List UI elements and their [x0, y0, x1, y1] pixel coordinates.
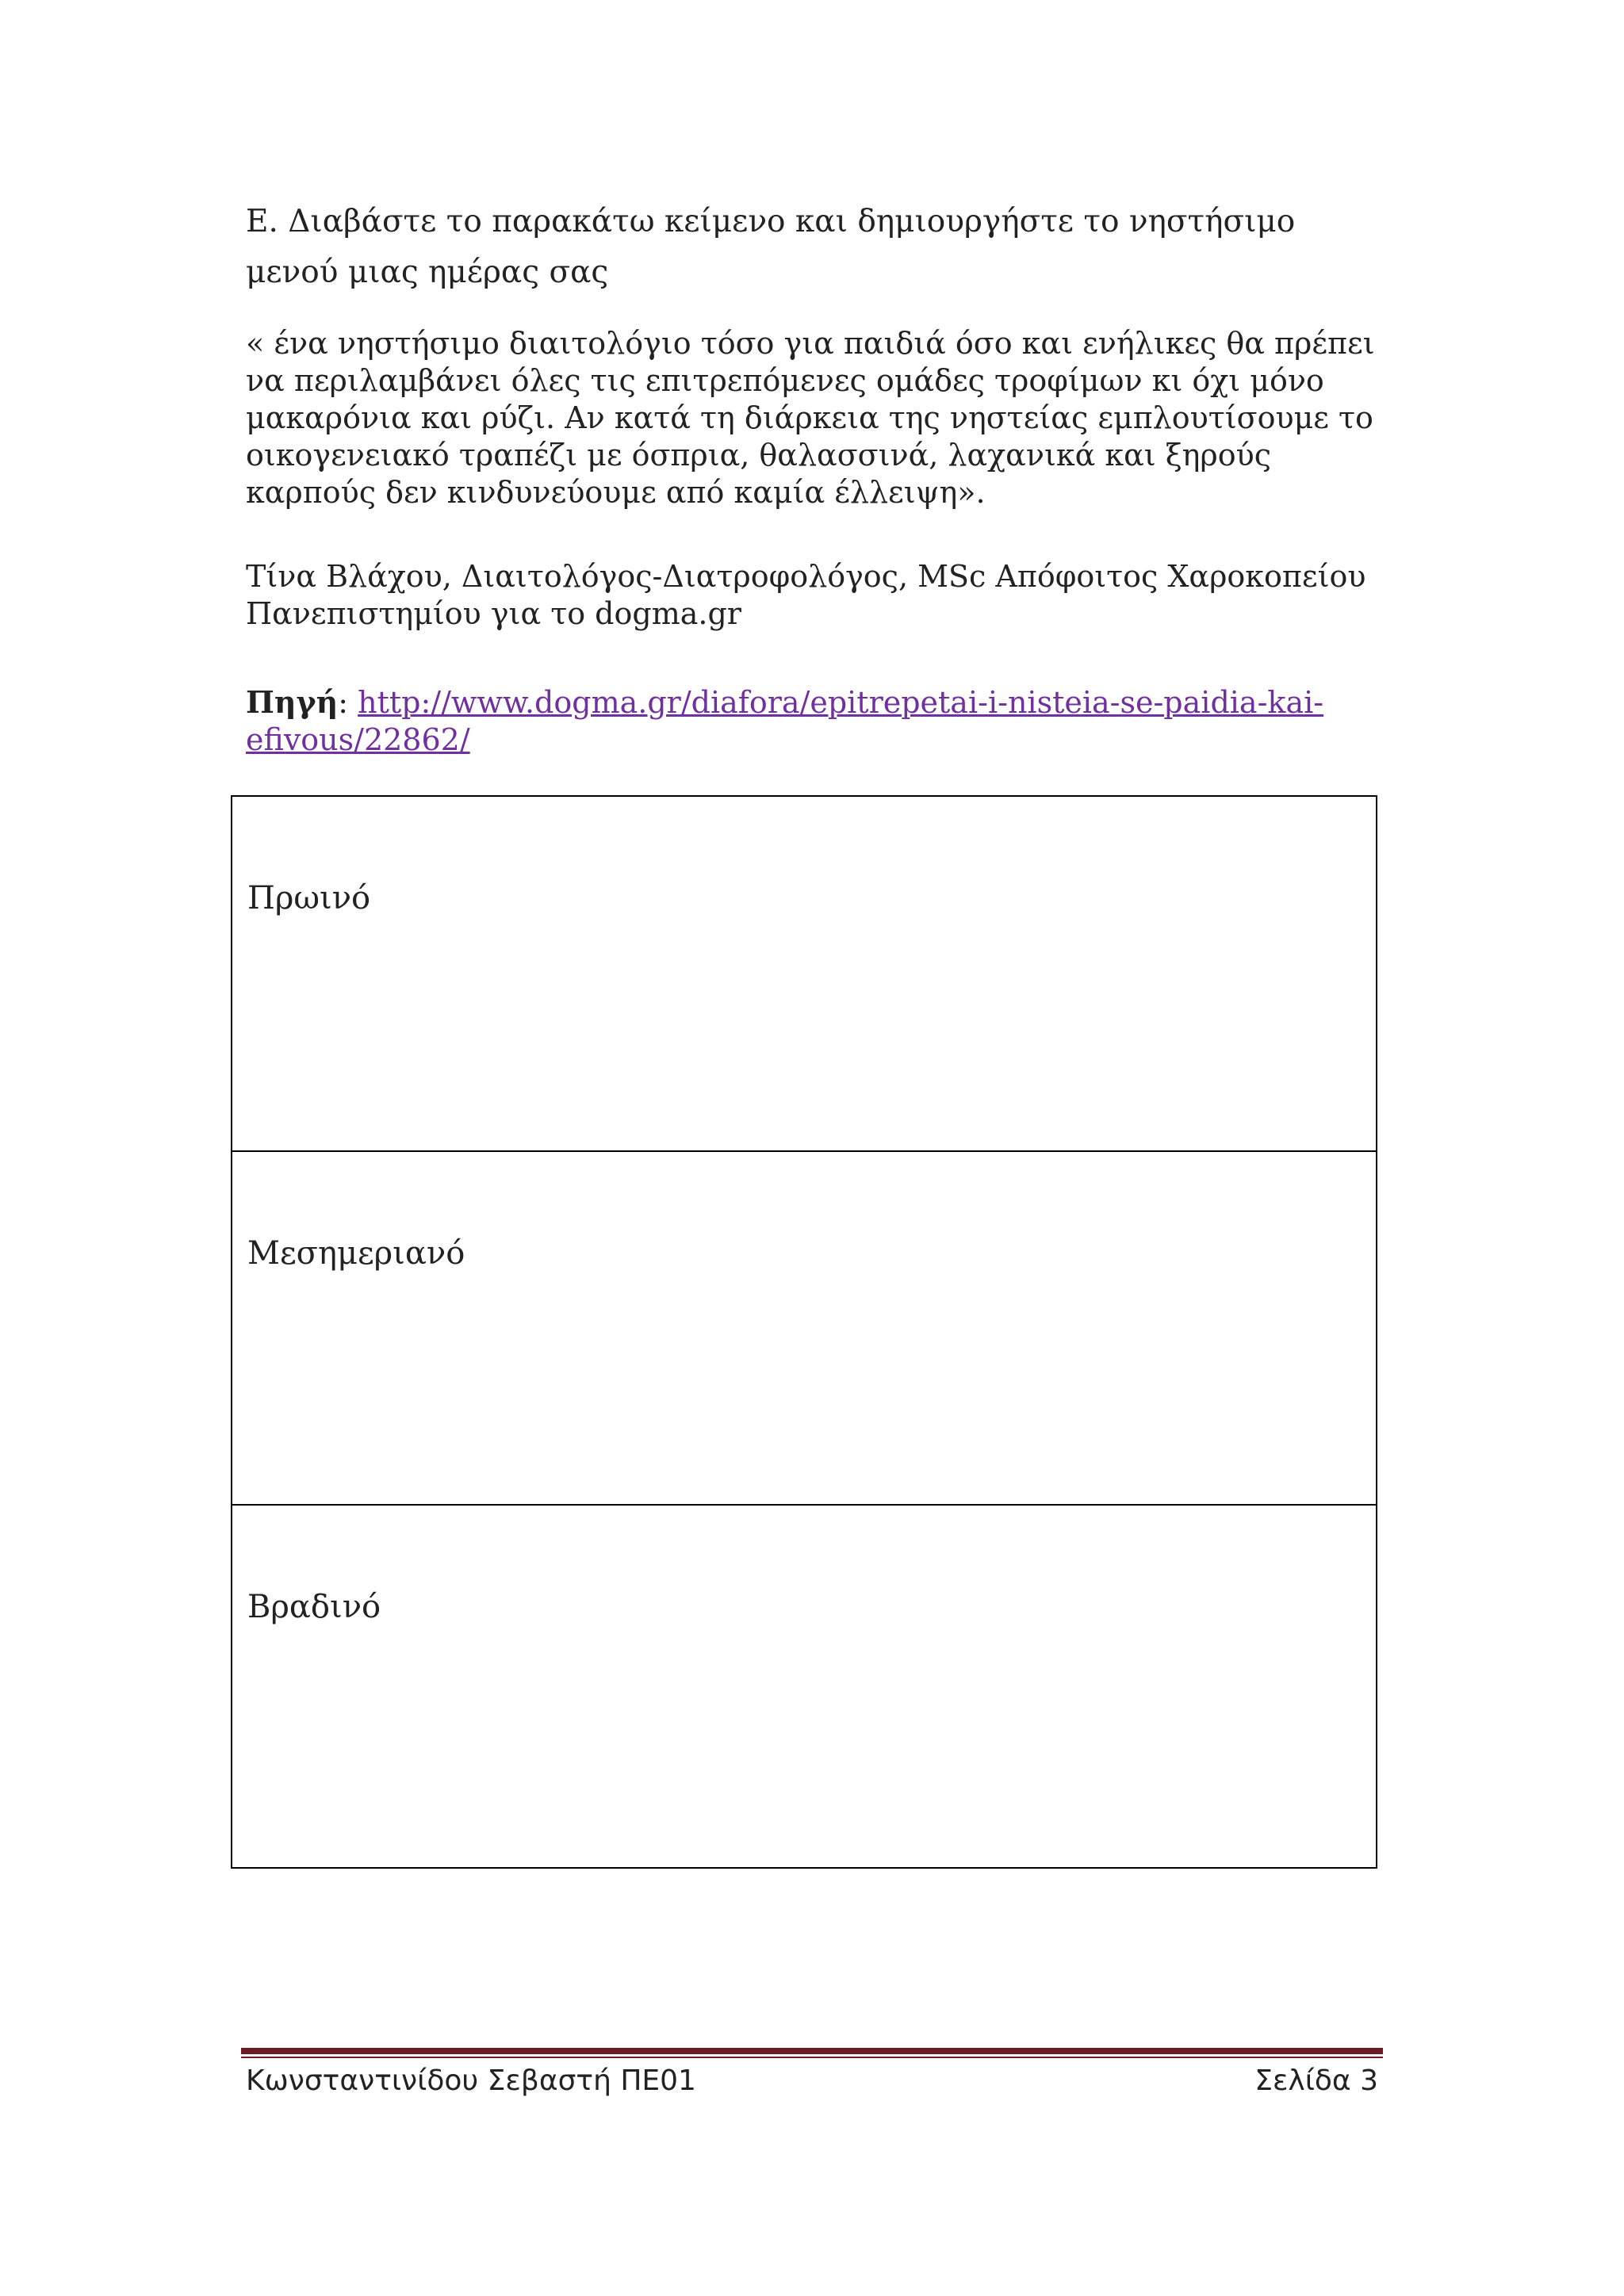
quote-author: Τίνα Βλάχου, Διαιτολόγος-Διατροφολόγος, MSc Απόφοιτος Χαροκοπείου Πανεπιστημίου για το dogma.gr — [246, 559, 1366, 631]
footer-rule-thick — [241, 2048, 1383, 2054]
source-link[interactable]: http://www.dogma.gr/diafora/epitrepetai-i-nisteia-se-paidia-kai-efivous/22862/ — [246, 685, 1324, 757]
footer-rule — [241, 2048, 1383, 2059]
quote-text: « ένα νηστήσιμο διαιτολόγιο τόσο για παιδιά όσο και ενήλικες θα πρέπει να περιλαμβάνει όλες τις επιτρεπόμενες ομάδες τροφίμων κι όχι μόνο μακαρόνια και ρύζι. Αν κατά τη διάρκεια της νηστείας εμπλουτίσουμε το οικογενειακό τραπέζι με όσπρια, θαλασσινά, λαχανικά και ξηρούς καρπούς δεν κινδυνεύουμε από καμία έλλειψη». — [246, 326, 1375, 510]
meal-label-lunch: Μεσημεριανό — [247, 1235, 465, 1272]
source-separator: : — [338, 685, 349, 720]
meal-label-breakfast: Πρωινό — [247, 880, 371, 916]
source-label: Πηγή — [246, 684, 339, 720]
meal-cell-breakfast[interactable] — [232, 797, 1376, 1150]
footer-rule-thin — [241, 2057, 1383, 2058]
source-line — [246, 683, 1388, 759]
footer-author: Κωνσταντινίδου Σεβαστή ΠΕ01 — [246, 2064, 696, 2097]
meal-cell-dinner[interactable] — [232, 1504, 1376, 1867]
meal-label-dinner: Βραδινό — [247, 1589, 381, 1625]
exercise-title: Ε. Διαβάστε το παρακάτω κείμενο και δημιουργήστε το νηστήσιμο μενού μιας ημέρας σας — [246, 204, 1296, 290]
meal-cell-lunch[interactable] — [232, 1150, 1376, 1504]
footer-page-number: Σελίδα 3 — [1254, 2064, 1378, 2097]
meal-table — [231, 795, 1377, 1869]
